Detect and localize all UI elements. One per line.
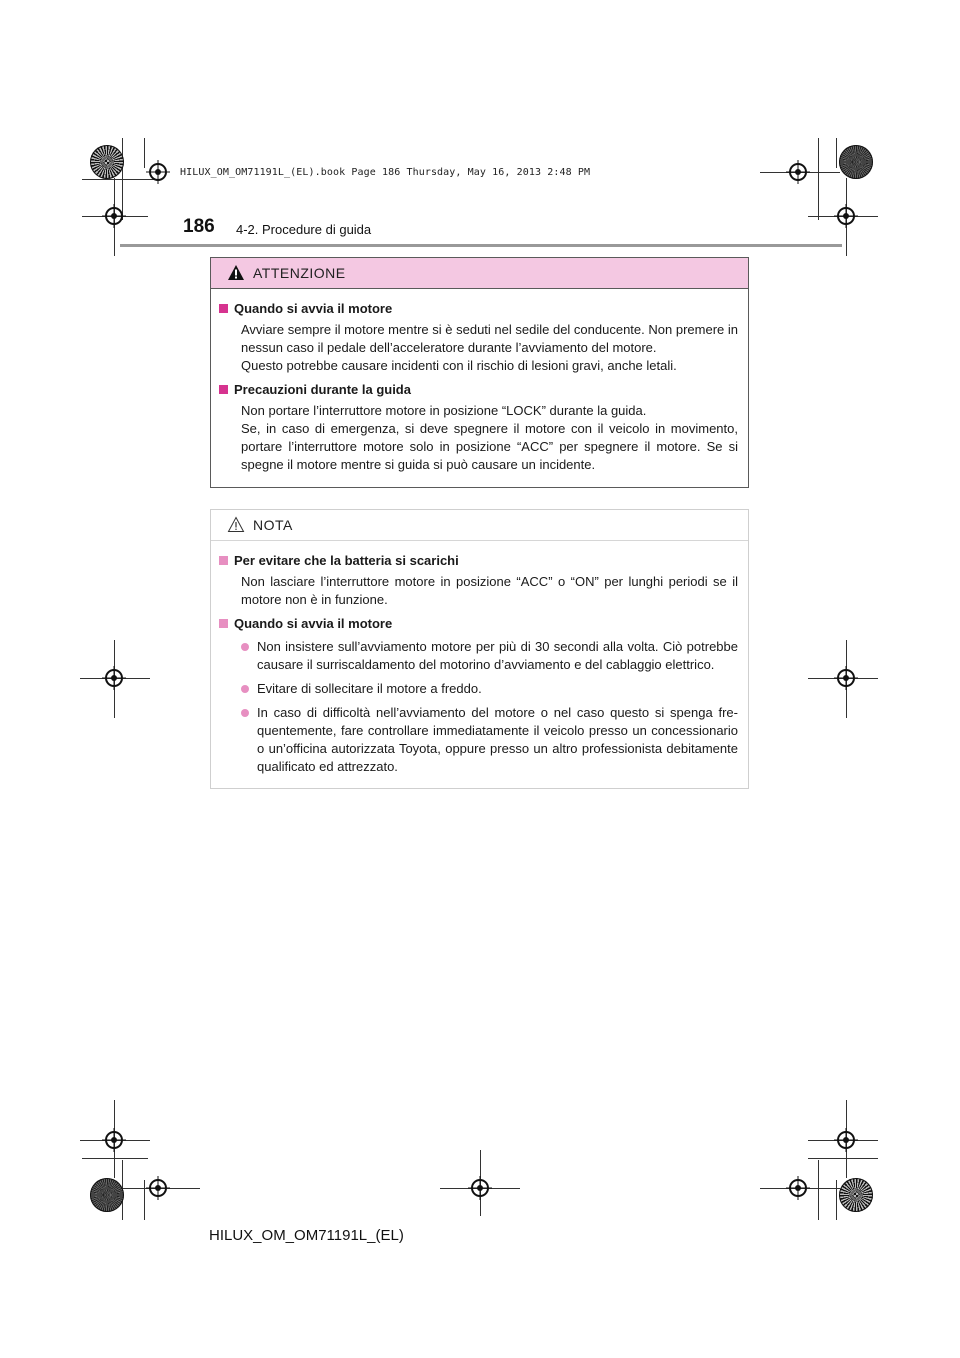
registration-mark-icon <box>834 666 858 690</box>
registration-mark-icon <box>834 204 858 228</box>
round-bullet-icon <box>241 685 249 693</box>
list-item <box>241 704 738 776</box>
registration-mark-icon <box>786 160 810 184</box>
warning-box <box>210 257 749 488</box>
registration-mark-icon <box>102 1128 126 1152</box>
note-entry <box>219 552 738 609</box>
entry-paragraph: Avviare sempre il motore mentre si è seduti nel sedile del conducente. Non premere in nessun caso il pedale dell’acceleratore durante l’avviamento del motore. <box>241 322 738 355</box>
entry-paragraph: Non lasciare l’interruttore motore in posizione “ACC” o “ON” per lunghi periodi se il motore non è in funzione. <box>241 574 738 607</box>
color-rosette-icon <box>839 1178 873 1212</box>
note-box-header <box>211 510 748 541</box>
section-title: 4-2. Procedure di guida <box>236 222 372 237</box>
entry-paragraph: Se, in caso di emergenza, si deve spegnere il motore con il veicolo in movimento, portare l’interruttore motore solo in posizione “ACC” per spegnere il motore. Se si spegne il motore mentre si guida si può causare un incidente. <box>241 421 738 472</box>
registration-mark-icon <box>468 1176 492 1200</box>
list-item-text: Evitare di sollecitare il motore a freddo. <box>257 681 482 696</box>
note-box <box>210 509 749 789</box>
document-code: HILUX_OM_OM71191L_(EL) <box>209 1227 404 1244</box>
registration-mark-icon <box>146 1176 170 1200</box>
warning-box-title: ATTENZIONE <box>253 265 346 281</box>
list-item <box>241 680 738 698</box>
registration-mark-icon <box>102 204 126 228</box>
color-rosette-icon <box>90 145 124 179</box>
entry-paragraph: Questo potrebbe causare incidenti con il rischio di lesioni gravi, anche letali. <box>241 358 677 373</box>
page-number: 186 <box>183 216 215 237</box>
entry-heading: Quando si avvia il motore <box>234 616 393 631</box>
warning-entry <box>219 300 738 375</box>
note-entry <box>219 615 738 776</box>
entry-heading: Per evitare che la batteria si scarichi <box>234 553 459 568</box>
caution-outline-triangle-icon <box>227 516 245 533</box>
entry-paragraph: Non portare l’interruttore motore in posizione “LOCK” durante la guida. <box>241 403 647 418</box>
entry-heading: Quando si avvia il motore <box>234 301 393 316</box>
registration-mark-icon <box>786 1176 810 1200</box>
square-bullet-icon <box>219 304 228 313</box>
warning-entry <box>219 381 738 474</box>
round-bullet-icon <box>241 643 249 651</box>
header-divider <box>120 244 842 247</box>
color-rosette-icon <box>90 1178 124 1212</box>
color-rosette-icon <box>839 145 873 179</box>
square-bullet-icon <box>219 556 228 565</box>
registration-mark-icon <box>146 160 170 184</box>
list-item-text: Non insistere sull’avviamento motore per più di 30 secondi alla volta. Ciò potrebbe causare il surriscaldamento del motorino d’avviamento e del cablaggio elettrico. <box>257 639 738 672</box>
registration-mark-icon <box>834 1128 858 1152</box>
list-item-text: In caso di difficoltà nell’avviamento del motore o nel caso questo si spenga fre- quentemente, fare controllare immediatamente il veicolo presso un concessionario o un’officina autorizzata Toyota, oppure presso un altro professionista debitamente qualificato ed attrezzato. <box>257 705 738 774</box>
print-stamp: HILUX_OM_OM71191L_(EL).book Page 186 Thursday, May 16, 2013 2:48 PM <box>180 167 591 178</box>
square-bullet-icon <box>219 385 228 394</box>
warning-triangle-icon <box>227 264 245 281</box>
entry-heading: Precauzioni durante la guida <box>234 382 411 397</box>
round-bullet-icon <box>241 709 249 717</box>
square-bullet-icon <box>219 619 228 628</box>
warning-box-header <box>211 258 748 289</box>
registration-mark-icon <box>102 666 126 690</box>
list-item <box>241 638 738 674</box>
note-box-title: NOTA <box>253 517 293 533</box>
